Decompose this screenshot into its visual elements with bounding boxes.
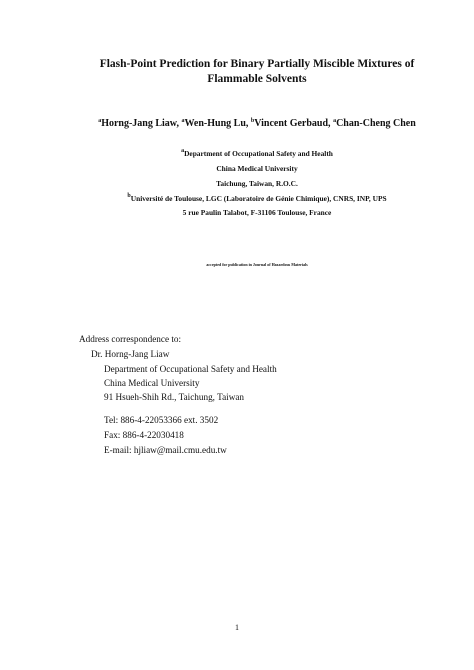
correspondence-name: Dr. Horng-Jang Liaw xyxy=(91,349,170,359)
author-3: $^b$Vincent Gerbaud, xyxy=(250,118,334,129)
correspondence-fax: Fax: 886-4-22030418 xyxy=(104,430,184,440)
correspondence-tel: Tel: 886-4-22053366 ext. 3502 xyxy=(104,415,219,425)
affiliation-b-line-1: $^b$Université de Toulouse, LGC (Laboratoire de Génie Chimique), CNRS, INP, UPS xyxy=(127,193,387,203)
affiliation-a-line-2: China Medical University xyxy=(216,164,298,173)
page-number: 1 xyxy=(235,623,239,632)
affiliation-a-line-3: Taichung, Taiwan, R.O.C. xyxy=(216,179,298,188)
author-list xyxy=(60,117,454,130)
affiliation-b-line-2: 5 rue Paulin Talabot, F-31106 Toulouse, France xyxy=(182,208,332,217)
paper-title xyxy=(60,57,454,87)
correspondence-email: E-mail: hjliaw@mail.cmu.edu.tw xyxy=(104,445,227,455)
title-line-2: Flammable Solvents xyxy=(207,73,307,85)
title-line-1: Flash-Point Prediction for Binary Partially Miscible Mixtures of xyxy=(99,58,415,70)
author-1: $^a$Horng-Jang Liaw, xyxy=(98,118,182,129)
correspondence-street: 91 Hsueh-Shih Rd., Taichung, Taiwan xyxy=(104,392,244,402)
correspondence-heading: Address correspondence to: xyxy=(79,334,182,344)
affiliation-a-line-1: $^a$Department of Occupational Safety and Health xyxy=(181,148,333,158)
author-2: $^a$Wen-Hung Lu, xyxy=(181,118,251,129)
publication-note: accepted for publication in Journal of Hazardous Materials xyxy=(206,262,308,267)
correspondence-dept: Department of Occupational Safety and Health xyxy=(104,364,277,374)
author-4: $^a$Chan-Cheng Chen xyxy=(333,118,416,129)
correspondence-university: China Medical University xyxy=(104,378,200,388)
